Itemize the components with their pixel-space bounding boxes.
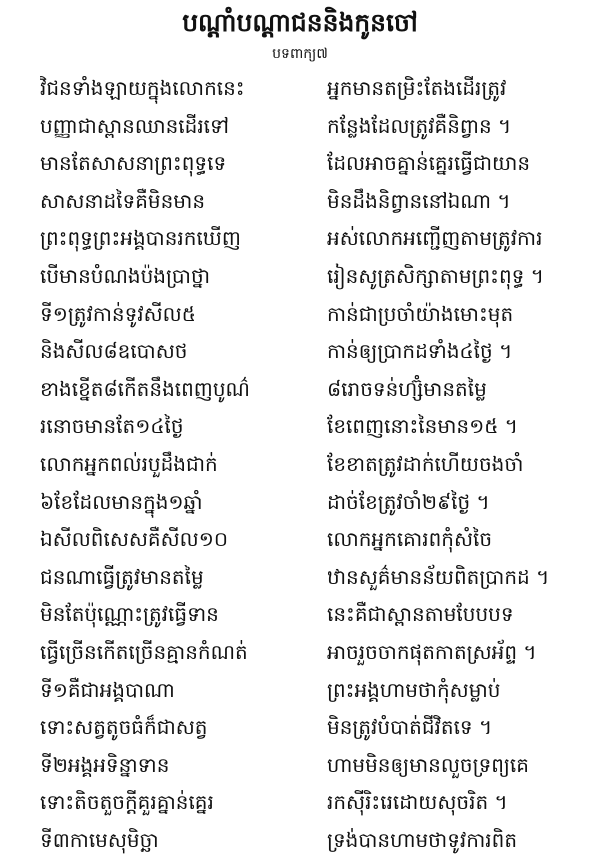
verse-line-first-half: ធ្វើច្រើនកើតច្រើនគ្មានកំណត់ — [40, 639, 248, 664]
verse-row — [0, 636, 600, 674]
verse-line-first-half: ព្រះពុទ្ធព្រះអង្គបានរកឃើញ — [40, 226, 241, 251]
verse-line-second-half: មិនត្រូវបំបាត់ជីវិតទេ ។ — [327, 715, 493, 740]
verse-line-first-half: មិនតែប៉ុណ្ណោះត្រូវធ្វើទាន — [40, 602, 219, 627]
verse-line-second-half: ទ្រង់បានហាមថាទូវការពិត — [327, 827, 518, 852]
verse-row — [0, 749, 600, 787]
verse-line-first-half: ឯសីលពិសេសគឺសីល១០ — [40, 527, 228, 552]
verse-row — [0, 335, 600, 373]
verse-line-first-half: ជនណាធ្វើត្រូវមានតម្លៃ — [40, 564, 204, 589]
verse-row — [0, 110, 600, 148]
verse-line-second-half: អ្នកមានតម្រិះតែងដើរត្រូវ — [327, 76, 507, 100]
verse-line-second-half: ហាមមិនឲ្យមានលួចទ្រព្យគេ — [327, 752, 529, 777]
verse-line-first-half: ទី១ត្រូវកាន់ទូវសីល៥ — [40, 301, 196, 326]
verse-line-first-half: លោកអ្នកពល់របួដឹងជាក់ — [40, 451, 218, 476]
verse-line-second-half: ដាច់ខែត្រូវចាំ២៩ថ្ងៃ ។ — [327, 489, 490, 514]
verse-line-first-half: មានតែសាសនាព្រះពុទ្ធទេ — [40, 151, 227, 176]
verse-line-first-half: ៦ខែដែលមានក្នុង១ឆ្នាំ — [40, 489, 203, 514]
verse-line-first-half: ទី១គឺជាអង្គបាណា — [40, 677, 175, 702]
verse-line-first-half: សាសនាដទៃគឺមិនមាន — [40, 188, 206, 213]
verse-line-second-half: ឋានសួគ៌មានន័យពិតប្រាកដ ។ — [327, 564, 550, 589]
verse-line-first-half: វិជនទាំងឡាយក្នុងលោកនេះ — [40, 76, 245, 100]
verse-row — [0, 711, 600, 749]
verse-line-second-half: អស់លោកអញ្ជើញតាមត្រូវការ — [327, 226, 543, 251]
verse-row — [0, 373, 600, 411]
verse-line-first-half: ទី២អង្គអទិន្នាទាន — [40, 752, 170, 777]
verse-line-second-half: ដែលអាចគ្នាន់គ្នេរធ្វើជាយាន — [327, 151, 531, 176]
verse-line-first-half: ទោះតិចតួចក្តីគួរគ្នាន់គ្នេរ — [40, 790, 214, 815]
verse-line-first-half: បើមានបំណងប៉ងប្រាថ្នា — [40, 263, 211, 288]
verse-row — [0, 72, 600, 110]
verse-row — [0, 523, 600, 561]
verse-row — [0, 260, 600, 298]
verse-line-first-half: ទី៣កាមេសុមិច្ឆា — [40, 827, 159, 852]
verse-line-second-half: កន្លែងដែលត្រូវគឺនិព្វាន ។ — [327, 113, 512, 138]
verse-line-second-half: កាន់ឲ្យប្រាកដទាំង៤ថ្ងៃ ។ — [327, 339, 513, 364]
verse-row — [0, 486, 600, 524]
verse-row — [0, 298, 600, 336]
verse-line-first-half: ខាងខ្នើត៨កើតនឹងពេញបូណ៌ — [40, 376, 250, 401]
poem-title: បណ្ដាំបណ្ដាជននិងកូនចៅ — [182, 8, 418, 37]
verse-line-second-half: ខែខាតត្រូវដាក់ហើយចងចាំ — [327, 451, 524, 476]
verse-row — [0, 222, 600, 260]
verse-line-first-half: បញ្ញាជាស្ពានឈានដើរទៅ — [40, 113, 230, 138]
verse-row — [0, 448, 600, 486]
verse-row — [0, 598, 600, 636]
verse-row — [0, 410, 600, 448]
verse-line-second-half: លោកអ្នកគោរពកុំសំចៃ — [327, 527, 493, 552]
verse-line-second-half: ព្រះអង្គហាមថាកុំសម្លាប់ — [327, 677, 501, 702]
verse-row — [0, 824, 600, 861]
poem-meter: បទពាក្យ៧ — [272, 46, 328, 62]
verse-line-second-half: អាចរួចចាកផុតកាតស្រអ័ព្ទ ។ — [327, 639, 537, 664]
verse-line-second-half: រកស៊ីរិះរេដោយសុចរិត ។ — [327, 790, 508, 815]
verse-line-second-half: នេះគឺជាស្ពានតាមបែបបទ — [327, 602, 514, 627]
verse-row — [0, 674, 600, 712]
verse-line-second-half: រៀនសូត្រសិក្សាតាមព្រះពុទ្ធ ។ — [327, 263, 544, 288]
verse-line-second-half: មិនដឹងនិព្វាននៅឯណា ។ — [327, 188, 511, 213]
verse-line-second-half: ខែពេញនោះនៃមាន១៥ ។ — [327, 414, 518, 439]
verse-line-first-half: ទោះសត្វតូចធំក៏ជាសត្វ — [40, 715, 208, 740]
verse-row — [0, 147, 600, 185]
verse-line-first-half: និងសីល៨ឧបោសថ — [40, 339, 188, 364]
verse-line-second-half: កាន់ជាប្រចាំយ៉ាងមោះមុត — [327, 301, 514, 326]
verse-list — [0, 72, 600, 861]
verse-row — [0, 185, 600, 223]
verse-row — [0, 786, 600, 824]
verse-line-first-half: រនោចមានតែ១៤ថ្ងៃ — [40, 414, 184, 439]
verse-line-second-half: ៨រោចទន់ហ្ស៊ំមានតម្លៃ — [327, 376, 487, 401]
verse-row — [0, 561, 600, 599]
